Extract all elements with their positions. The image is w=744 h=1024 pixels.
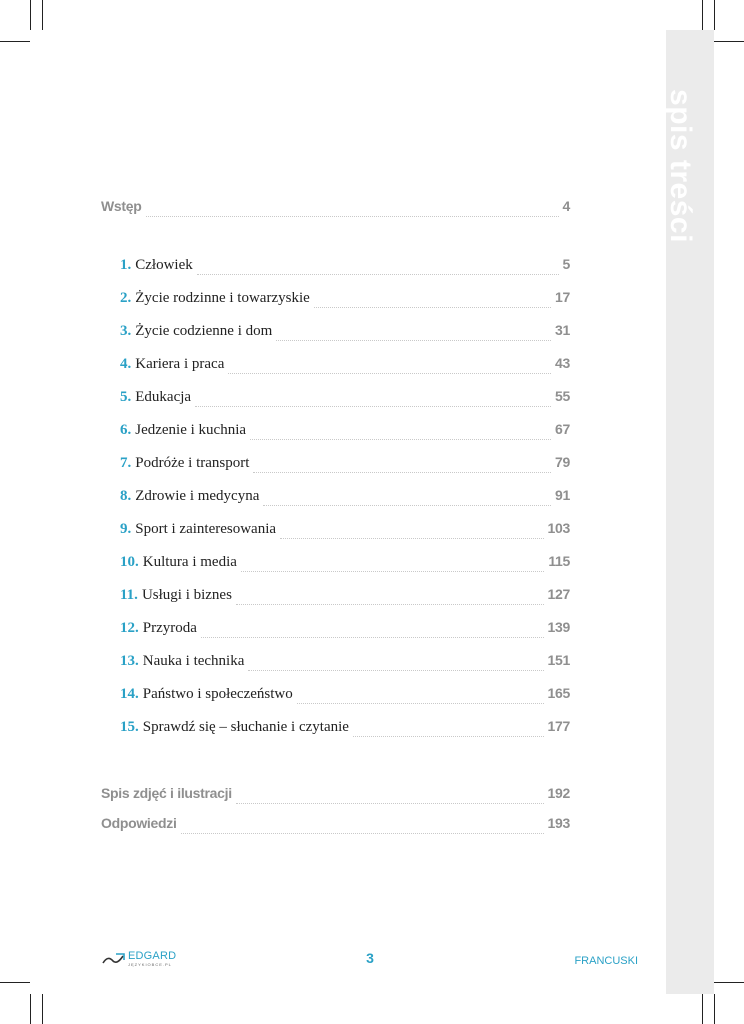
toc-chapter-11[interactable]	[120, 586, 570, 606]
chapter-number: 8.	[120, 488, 132, 504]
toc-page-number: 67	[555, 421, 570, 437]
crop-mark	[714, 994, 715, 1024]
logo-wordmark: EDGARD	[128, 950, 177, 962]
chapter-title: Życie codzienne i dom	[135, 323, 273, 339]
toc-appendix-answers[interactable]	[101, 815, 570, 835]
chapter-title: Jedzenie i kuchnia	[135, 422, 247, 438]
toc-chapter-2[interactable]	[120, 289, 570, 309]
toc-chapter-1[interactable]	[120, 256, 570, 276]
chapter-number: 12.	[120, 620, 139, 636]
chapter-number: 14.	[120, 686, 139, 702]
toc-page-number: 17	[555, 289, 570, 305]
chapter-title: Usługi i biznes	[141, 587, 232, 603]
crop-mark	[42, 994, 43, 1024]
crop-mark	[0, 41, 30, 42]
dot-leader	[314, 307, 551, 308]
dot-leader	[236, 604, 544, 605]
toc-chapter-9[interactable]	[120, 520, 570, 540]
dot-leader	[280, 538, 543, 539]
chapter-title: Życie rodzinne i towarzyskie	[135, 290, 310, 306]
dot-leader	[297, 703, 544, 704]
toc-page-number: 192	[547, 785, 570, 801]
chapter-title: Kariera i praca	[135, 356, 225, 372]
toc-page-number: 177	[547, 718, 570, 734]
toc-page-number: 151	[547, 652, 570, 668]
chapter-number: 5.	[120, 389, 132, 405]
chapter-title: Podróże i transport	[135, 455, 250, 471]
toc-page-number: 55	[555, 388, 570, 404]
chapter-title: Sport i zainteresowania	[135, 521, 277, 537]
toc-page-number: 5	[562, 256, 570, 272]
toc-page-number: 103	[547, 520, 570, 536]
crop-mark	[0, 982, 30, 983]
dot-leader	[253, 472, 551, 473]
toc-label: Odpowiedzi	[101, 815, 177, 831]
toc-page-number: 79	[555, 454, 570, 470]
chapter-number: 2.	[120, 290, 132, 306]
toc-intro[interactable]	[101, 198, 570, 218]
dot-leader	[201, 637, 544, 638]
chapter-number: 13.	[120, 653, 139, 669]
crop-mark	[714, 982, 744, 983]
chapter-title: Nauka i technika	[142, 653, 245, 669]
toc-chapter-12[interactable]	[120, 619, 570, 639]
toc-chapter-5[interactable]	[120, 388, 570, 408]
chapter-title: Zdrowie i medycyna	[135, 488, 260, 504]
chapter-number: 4.	[120, 356, 132, 372]
chapter-title: Sprawdź się – słuchanie i czytanie	[142, 719, 349, 735]
language-label: FRANCUSKI	[574, 955, 638, 967]
chapter-number: 3.	[120, 323, 132, 339]
chapter-number: 10.	[120, 554, 139, 570]
chapter-number: 15.	[120, 719, 139, 735]
side-title: spis treści	[664, 89, 697, 243]
chapter-title: Kultura i media	[142, 554, 237, 570]
dot-leader	[241, 571, 544, 572]
crop-mark	[702, 994, 703, 1024]
dot-leader	[248, 670, 543, 671]
chapter-title: Przyroda	[142, 620, 197, 636]
logo-subtext: JĘZYKIOBCE.PL	[128, 962, 172, 967]
toc-chapter-3[interactable]	[120, 322, 570, 342]
toc-page-number: 165	[547, 685, 570, 701]
toc-chapter-10[interactable]	[120, 553, 570, 573]
toc-page-number: 127	[547, 586, 570, 602]
dot-leader	[228, 373, 551, 374]
toc-page-number: 193	[547, 815, 570, 831]
dot-leader	[195, 406, 551, 407]
crop-mark	[30, 0, 31, 30]
crop-mark	[714, 0, 715, 30]
dot-leader	[197, 274, 559, 275]
crop-mark	[714, 41, 744, 42]
toc-page-number: 31	[555, 322, 570, 338]
logo-mark-icon	[102, 951, 126, 967]
toc-chapter-15[interactable]	[120, 718, 570, 738]
toc-label: Spis zdjęć i ilustracji	[101, 785, 232, 801]
toc-chapter-13[interactable]	[120, 652, 570, 672]
toc-page-number: 91	[555, 487, 570, 503]
crop-mark	[30, 994, 31, 1024]
toc-label: Wstęp	[101, 198, 142, 214]
publisher-logo	[102, 949, 176, 969]
chapter-title: Państwo i społeczeństwo	[142, 686, 293, 702]
chapter-number: 1.	[120, 257, 132, 273]
chapter-title: Człowiek	[135, 257, 193, 273]
toc-page-number: 43	[555, 355, 570, 371]
toc-page-number: 4	[562, 198, 570, 214]
chapter-number: 9.	[120, 521, 132, 537]
chapter-number: 6.	[120, 422, 132, 438]
dot-leader	[263, 505, 551, 506]
dot-leader	[353, 736, 544, 737]
toc-page-number: 139	[547, 619, 570, 635]
chapter-title: Edukacja	[135, 389, 192, 405]
dot-leader	[250, 439, 551, 440]
page-number: 3	[366, 950, 374, 966]
toc-chapter-8[interactable]	[120, 487, 570, 507]
toc-appendix-photos[interactable]	[101, 785, 570, 805]
dot-leader	[181, 833, 544, 834]
crop-mark	[702, 0, 703, 30]
chapter-number: 7.	[120, 455, 132, 471]
toc-chapter-6[interactable]	[120, 421, 570, 441]
dot-leader	[236, 803, 544, 804]
dot-leader	[276, 340, 551, 341]
crop-mark	[42, 0, 43, 30]
dot-leader	[146, 216, 559, 217]
toc-chapter-4[interactable]	[120, 355, 570, 375]
toc-chapter-7[interactable]	[120, 454, 570, 474]
chapter-number: 11.	[120, 587, 138, 603]
toc-chapter-14[interactable]	[120, 685, 570, 705]
toc-page-number: 115	[548, 553, 570, 569]
